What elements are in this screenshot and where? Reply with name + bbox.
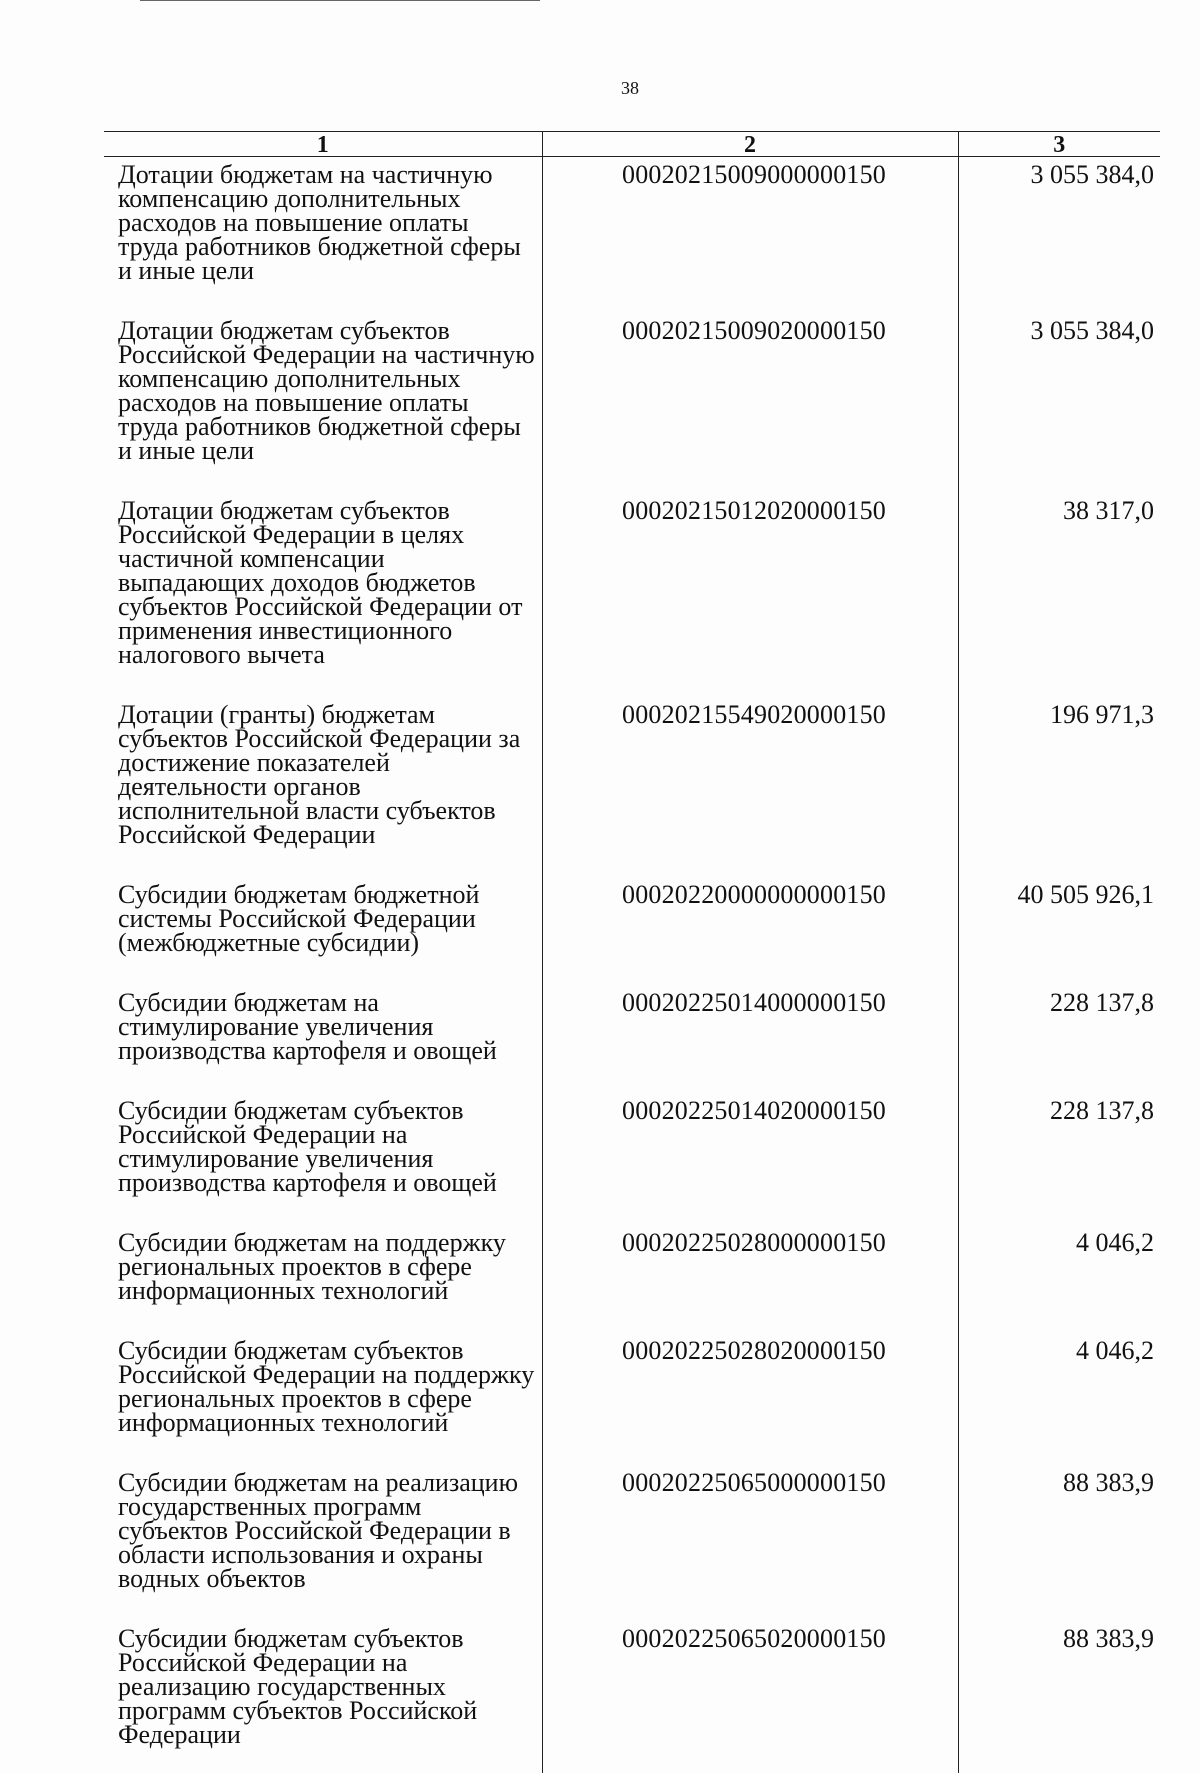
table-row bbox=[104, 1077, 1160, 1209]
row-name: Субсидии бюджетам на реализацию государственных программ субъектов Российской Федерации в области использования и охраны водных объектов bbox=[118, 1468, 519, 1593]
row-name: Субсидии бюджетам субъектов Российской Федерации на реализацию государственных программ субъектов Российской Федерации bbox=[118, 1624, 478, 1749]
row-code: 00020215009000000150 bbox=[542, 157, 958, 298]
table-row bbox=[104, 969, 1160, 1077]
header-row bbox=[104, 132, 1160, 157]
row-amount: 40 505 926,1 bbox=[958, 861, 1160, 969]
row-code: 00020215009020000150 bbox=[542, 297, 958, 477]
row-amount: 4 046,2 bbox=[958, 1317, 1160, 1449]
row-name: Дотации (гранты) бюджетам субъектов Российской Федерации за достижение показателей деятельности органов исполнительной власти субъектов Российской Федерации bbox=[118, 700, 521, 849]
row-code: 00020225028000000150 bbox=[542, 1209, 958, 1317]
row-code: 00020225014020000150 bbox=[542, 1077, 958, 1209]
row-code: 00020225065000000150 bbox=[542, 1449, 958, 1605]
table-row bbox=[104, 1449, 1160, 1605]
row-amount: 88 383,9 bbox=[958, 1605, 1160, 1773]
row-amount: 228 137,8 bbox=[958, 969, 1160, 1077]
table-row bbox=[104, 477, 1160, 681]
row-amount: 196 971,3 bbox=[958, 681, 1160, 861]
row-code: 00020215012020000150 bbox=[542, 477, 958, 681]
table-row bbox=[104, 297, 1160, 477]
column-header-2: 2 bbox=[542, 132, 958, 157]
row-amount: 3 055 384,0 bbox=[958, 157, 1160, 298]
row-amount: 228 137,8 bbox=[958, 1077, 1160, 1209]
row-code: 00020215549020000150 bbox=[542, 681, 958, 861]
row-amount: 38 317,0 bbox=[958, 477, 1160, 681]
column-header-1: 1 bbox=[104, 132, 542, 157]
table-row bbox=[104, 157, 1160, 298]
row-amount: 4 046,2 bbox=[958, 1209, 1160, 1317]
row-name: Субсидии бюджетам на стимулирование увеличения производства картофеля и овощей bbox=[118, 988, 497, 1065]
row-code: 00020225065020000150 bbox=[542, 1605, 958, 1773]
row-name: Дотации бюджетам субъектов Российской Федерации на частичную компенсацию дополнительных расходов на повышение оплаты труда работников бюджетной сферы и иные цели bbox=[118, 316, 535, 465]
table-row bbox=[104, 681, 1160, 861]
row-amount: 88 383,9 bbox=[958, 1449, 1160, 1605]
budget-table bbox=[104, 131, 1160, 1773]
row-code: 00020225014000000150 bbox=[542, 969, 958, 1077]
table-row bbox=[104, 861, 1160, 969]
column-header-3: 3 bbox=[958, 132, 1160, 157]
table-row bbox=[104, 1209, 1160, 1317]
row-code: 00020220000000000150 bbox=[542, 861, 958, 969]
row-name: Дотации бюджетам субъектов Российской Федерации в целях частичной компенсации выпадающих доходов бюджетов субъектов Российской Федерации от применения инвестиционного налогового вычета bbox=[118, 496, 523, 669]
row-name: Субсидии бюджетам бюджетной системы Российской Федерации (межбюджетные субсидии) bbox=[118, 880, 480, 957]
row-code: 00020225028020000150 bbox=[542, 1317, 958, 1449]
table-row bbox=[104, 1317, 1160, 1449]
page-number: 38 bbox=[621, 78, 639, 98]
row-amount: 3 055 384,0 bbox=[958, 297, 1160, 477]
top-rule bbox=[140, 0, 540, 1]
table-row bbox=[104, 1605, 1160, 1773]
row-name: Субсидии бюджетам субъектов Российской Федерации на стимулирование увеличения производства картофеля и овощей bbox=[118, 1096, 497, 1197]
row-name: Дотации бюджетам на частичную компенсацию дополнительных расходов на повышение оплаты труда работников бюджетной сферы и иные цели bbox=[118, 160, 521, 285]
row-name: Субсидии бюджетам субъектов Российской Федерации на поддержку региональных проектов в сфере информационных технологий bbox=[118, 1336, 535, 1437]
row-name: Субсидии бюджетам на поддержку региональных проектов в сфере информационных технологий bbox=[118, 1228, 506, 1305]
